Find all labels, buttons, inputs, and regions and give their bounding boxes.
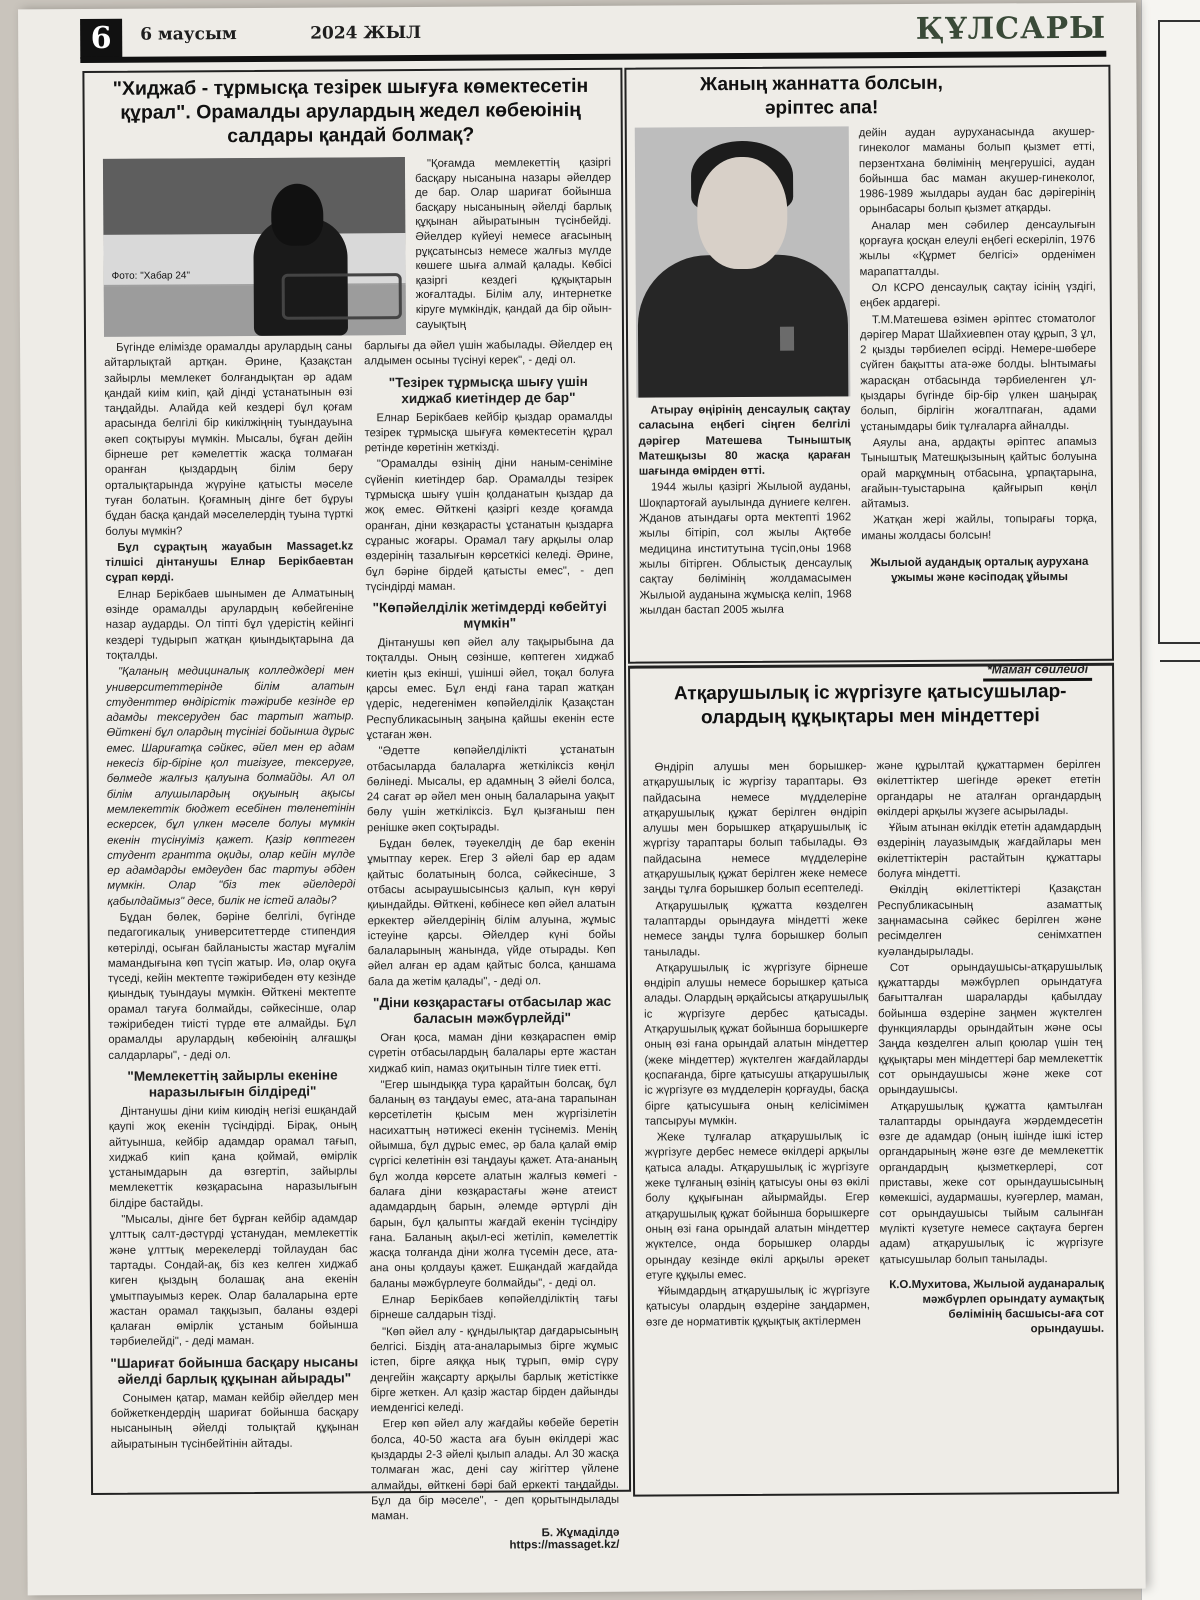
subheading: "Мемлекеттің зайырлы екеніне наразылығын білдіреді"	[127, 1067, 338, 1100]
page-number: 6	[80, 19, 122, 59]
issue-year: 2024 ЖЫЛ	[310, 22, 422, 44]
obituary-headline: Жаның жаннатта болсын, әріптес апа!	[699, 72, 943, 119]
obituary-column-2: дейін аудан ауруханасында акушер-гинеколог маманы болып қызмет етті, перзентхана бөлімінің меңгерушісі, аудан бойынша бас маман акушер-гинеколог, 1986-1989 жылдары аудан бас дәрігерінің орынбасары болып қызмет атқарды. Аналар мен сәбилер денсаулығын қорғауға қосқан елеулі еңбегі ескеріліп, 1976 жылы «Құрмет белгісі» орденімен марапатталды. Ол КСРО денсаулық сақтау ісінің үздігі, еңбек ардагері. Т.М.Матешева өзімен әріптес стоматолог дәрігер Марат Шайхиевпен отау құрып, 3 ұл, 2 қызды тәрбиелеп өсірді. Немере-шөбере сүйген бақытты ата-әже болды. Ынтымағы жарасқан отбасында тәрбиеленген ұл-қыздары бүгінде бір-бір үлкен шаңырақ болып, бірлігін жоғалтпаған, адами ұстанымдары биік тұлғаларға айналды. Аяулы ана, ардақты әріптес апамыз Тыныштық Матешқызының қайтыс болуына орай марқұмның отбасына, ұрпақтарына, ағайын-туыстарына қайғырып көңіл айтамыз. Жатқан жері жайлы, топырағы торқа, иманы жолдасы болсын! Жылыой аудандық орталық аурухана ұжымы және кәсіподақ ұйымы	[859, 125, 1098, 586]
enforcement-headline: Атқарушылық іс жүргізуге қатысушылар- олардың құқықтары мен міндеттері	[673, 681, 1067, 729]
adjacent-page-edge	[1141, 0, 1200, 1600]
obituary-signature: Жылыой аудандық орталық аурухана ұжымы және кәсіподақ ұйымы	[870, 555, 1089, 585]
photo-caption: Фото: "Хабар 24"	[111, 270, 191, 282]
issue-date: 6 маусым	[140, 24, 237, 45]
enforcement-column-2: және құрылтай құжаттармен берілген өкілеттіктер шегінде әрекет ететін органдары не аталған органдардың өкілдері арқылы жүзеге асырылады. Ұйым атынан өкілдік ететін адамдардың өздерінің лауазымдық жағдайлары мен өкілеттіктерін растайтын құжаттары болуға міндетті. Өкілдің өкілеттіктері Қазақстан Республикасының азаматтық заңнамасына сәйкес берілген және ресімделген сенімхатпен куәландырылады. Сот орындаушысы-атқарушылық құжаттарды мәжбүрлеп орындатуға бағытталған шараларды қабылдау бойынша өздеріне заңмен жүктелген функцияларды орындайтын және осы Заңда көзделген алып қоюлар үшін тең құқықтары мен міндеттері бар мемлекеттік сот орындаушысы және жеке сот орындаушысы. Атқарушылық құжатта қамтылған талаптарды орындауға жәрдемдесетін өзге де адамдар (оның ішінде ішкі істер органдарының және өзге де мемлекеттік органдардың қызметкерлері, сот приставы, жеке сот орындаушысының көмекшісі, аудармашы, куәгерлер, маман, сот орындаушысы тыйым салынған мүлікті күзетуге немесе сақтауға берген адам) атқарушылық іс жүргізуге қатысушылар болып танылады. К.О.Мухитова, Жылыой ауданаралық мәжбүрлеп орындату аумақтық бөлімінің басшысы-аға сот орындаушы.	[877, 758, 1105, 1338]
article-column-2: барлығы да әйел үшін жабылады. Әйелдер ең алдымен осыны түсінуі керек", - деді ол. "Тезірек тұрмысқа шығу үшін хиджаб киетіндер де бар" Елнар Берікбаев кейбір қыздар орамалды тезірек тұрмысқа шығуға көмектесетін құрал ретінде көретінін жеткізді. "Орамалды өзінің діни наным-сеніміне сүйеніп киетіндер бар. Орамалды тезірек тұрмысқа шығу үшін қолданатын қыздар да жоқ емес. Өйткені қазіргі кезде қоғамда оранған, діни көзқарасты ұстанатын қыздарға сұраныс жоғары. Орамал тағу арқылы олар өздерінің тазалығын көрсеткісі келеді. Әрине, бұл бәріне бірдей қатысты емес", - деп түсіндірді маман. "Көпәйелділік жетімдерді көбейтуі мүмкін" Дінтанушы көп әйел алу тақырыбына да тоқталды. Оның сөзінше, көптеген хиджаб киетін қыз екінші, үшінші әйел, тоқал болуға қарсы емес. Бұл енді ғана тарап жатқан үдеріс, недегенімен көпәйелділік Қазақстан Республикасының заңына қайшы екенін есте ұстаған жөн. "Әдетте көпәйелділікті ұстанатын отбасыларда балаларға жеткіліксіз көңіл бөлінеді. Мысалы, ер адамның 3 әйелі болса, 24 сағат әр әйел мен оның балаларына уақыт бөлу үшін жеткіліксіз. Бұл қызғаныш пен ренішке әкеп соқтырады. Бұдан бөлек, тәуекелдің де бар екенін ұмытпау керек. Егер 3 әйелі бар ер адам қайтыс болатының болса, сәйкесінше, 3 отбасы асыраушысынсыз қалып, күн көруі қиындайды. Өйткені, көбінесе көп әйел алатын еркектер әйелдерінің білім алуына, жұмыс істеуіне қарсы. Әйелдер күні бойы балаларының жанында, үйде отырады. Көп әйел алған ер адам қайтыс болса, қаншама бала да жетім қалады", - деді ол. "Діни көзқарастағы отбасылар жас баласын мәжбүрлейді" Оған қоса, маман діни көзқараспен өмір сүретін отбасылардың балалары ерте жастан хиджаб киіп, намаз оқитынын тілге тиек етті. "Егер шындыққа тура қарайтын болсақ, бұл баланың өз таңдауы емес, ата-ана тарапынан көрсетілетін қысым мен жүргізілетін насихаттың нәтижесі екенін түсінеміз. Менің ойымша, бұл дұрыс емес, әр бала қалай өмір сүргісі келетінін өзі таңдауы қажет. Ата-ананың бұл жолда көрсете алатын жалғыз көмегі - балаға діни көзқарастағы және атеист адамдардың барын, әлемде әртүрлі дін барын, бұл қалыпты жағдай екенін түсіндіру ғана. Баланың ақыл-есі жетіліп, кәмелеттік жасқа толғанда діни жолға түсемін десе, ата-ана оны қолдауы қажет. Ешқандай жағдайда баланы мәжбүрлеуге болмайды", - деді ол. Елнар Берікбаев көпәйелділіктің тағы бірнеше салдарын тізді. "Көп әйел алу - құндылықтар дағдарысының белгісі. Біздің ата-аналарымыз бірге жұмыс істеп, бірге аяққа нық тұрып, өмір сүру деңгейін жақсарту арқылы барлық жетістікке бірге жеткен. Ал қазір жастар бірден дайынды иемденгісі келеді. Егер көп әйел алу жағдайы көбейе беретін болса, 40-50 жаста аға буын өкілдері жас қыздарды 2-3 әйелі қылып алады. Ал 30 жасқа толмаған жас, дені сау жігіттер үйлене алмайды, өйткені бәрі бай еркекті таңдайды. Бұл да бір мәселе", - деп қорытындылады маман. Б. Жұмаділдә https://massaget.kz/	[364, 338, 620, 1552]
newspaper-page	[18, 3, 1146, 1596]
enforcement-column-1: Өндіріп алушы мен борышкер-атқарушылық іс жүргізу тараптары. Өз пайдасына немесе мүдделеріне атқарушылық құжат берілген өндіріп алушы мен борышкер атқарушылық іс жүргізу тараптары болып табылады. Өз пайдасына немесе мүдделеріне атқарушылық құжат берілген жеке немесе заңды тұлға борышкер болып есептеледі. Атқарушылық құжатта көзделген талаптарды орындауға міндетті жеке немесе заңды тұлға борышкер болып танылады. Атқарушылық іс жүргізуге бірнеше өндіріп алушы немесе борышкер қатыса алады. Олардың әрқайсысы атқарушылық іс жүргізуге дербес қатысады. Атқарушылық құжат бойынша борышкерге оның өзі ғана орындай алатын міндеттер (жеке міндеттер) жүктелген жағдайларды қоспағанда, бірге қатысушы атқарушылық іс жүргізуге өз мүдделерін қорғауды, басқа бірге қатысушыға оның келісімімен тапсыруы мүмкін. Жеке тұлғалар атқарушылық іс жүргізуге дербес немесе өкілдері арқылы қатыса алады. Атқарушылық іс жүргізуге жеке тұлғаның өзінің қатысуы оны өз өкілі болу құқығынан айырмайды. Егер атқарушылық құжат бойынша борышкерге оның өзі ғана орындай алатын міндеттер жүктелсе, онда борышкер оларды орындау кезінде өкілі арқылы әрекет етуге құқылы емес. Ұйымдардың атқарушылық іс жүргізуге қатысуы олардың өздеріне заңдармен, өзге де нормативтік құқықтық актілермен	[642, 760, 870, 1329]
subheading: "Көпәйелділік жетімдерді көбейтуі мүмкін"	[372, 598, 607, 631]
subheading: "Діни көзқарастағы отбасылар жас баласын мәжбүрлейді"	[372, 993, 612, 1027]
masthead: ҚҰЛСАРЫ	[915, 10, 1107, 47]
article-column-1: Бүгінде елімізде орамалды арулардың саны айтарлықтай артқан. Әрине, Қазақстан зайырлы мемлекет болғандықтан әр адам қандай киім киіп, қай дінді ұстанатынын өзі таңдайды. Алайда кей кездері бұл қоғам арасында белгілі бір кикілжіңнің туындауына әкеп соқтыруы мүмкін. Мысалы, бұған дейін бірнеше рет кәмелеттік жасқа толмаған оранған қыздардың білім беру орталықтарында жүруіне қатысты мәселе туған болатын. Қоғамның дінге бет бұруы бұдан басқа қандай мәселелердің туына түрткі болуы мүмкін? Бұл сұрақтың жауабын Massaget.kz тілшісі дінтанушы Елнар Берікбаевтан сұрап көрді. Елнар Берікбаев шынымен де Алматының өзінде орамалды арулардың көбейгеніне назар аударды. Ол тіпті бұл үдерістің кейінгі кездері тудырып жатқан қиындықтарына да тоқталды. "Қаланың медициналық колледждері мен университеттерінде білім алатын студенттер өндірістік тәжірибе кезінде ер адамды тексеруден бас тартып жатыр. Өйткені бұл олардың түсінігі бойынша дұрыс емес. Шариғатқа сәйкес, әйел мен ер адам некесіз бір-біріне қол тигізуге, тексеруге, бөлмеде жалғыз қалуына болмайды. Ал ол білім алушылардың оқуының ақысы мемлекеттік бюджет есебінен төленетінін ескерсек, бұл үлкен мәселе болуы мүмкін екенін түсінуіміз қажет. Қазір көптеген студент грантта оқиды, олар кейін мүлде ер адамдарды емдеуден бас тартуы әбден мүмкін. Олар "біз тек әйелдерді қабылдаймыз" десе, билік не істей алады? Бұдан бөлек, бәріне белгілі, бүгінде педагогикалық университеттерде стипендия көтерілді, осыған байланысты жастар мұғалім мамандығына көп түсіп жатыр. Иә, олар оқуға түседі, кейін мектепте тәжірибеден өту кезінде қиындық туындауы мүмкін. Өйткені мектепте орамал тағуға болмайды, сәйкесінше, олар тәжірибеден тиісті түрде өте алмайды. Бұл орамалды арулардың көбеюінің алғашқы салдарлары", - деді ол. "Мемлекеттің зайырлы екеніне наразылығын білдіреді" Дінтанушы діни киім киюдің негізі ешқандай қаупі жоқ екенін түсіндірді. Бірақ, оның айтуынша, кейбір адамдар орамал тағып, хиджаб киіп қана қоймай, өмірлік ұстанымдарын да өзгертіп, зайырлы мемлекеттік көзқарасына наразылығын білдіре бастайды. "Мысалы, дінге бет бұрған кейбір адамдар ұлттық салт-дәстүрді ұстанудан, мемлекеттік және ұлттық мерекелерді тойлаудан бас тартады. Сондай-ақ, біз кез келген хиджаб киген қыздың болашақ ана екенін ұмытпауымыз керек. Олар балаларына ерте жастан орамал таққызып, баланы өздері қалаған өмірлік ұстаным бойынша тәрбиелейді", - деді маман. "Шариғат бойынша басқару нысаны әйелді барлық құқынан айырады" Сонымен қатар, маман кейбір әйелдер мен бойжеткендердің шариғат бойынша басқару нысанының әйелді толықтай құқынан айыратынын түсінбейтінін айтады.	[104, 340, 359, 1451]
hijab-article	[82, 68, 631, 1552]
obituary	[624, 65, 1114, 664]
article-photo	[103, 157, 406, 337]
enforcement-signature: К.О.Мухитова, Жылыой ауданаралық мәжбүрлеп орындату аумақтық бөлімінің басшысы-аға сот орындаушы.	[889, 1277, 1105, 1336]
obituary-column-1: Атырау өңірінің денсаулық сақтау саласына еңбегі сіңген белгілі дәрігер Матешева Тыныштық Матешқызы 80 жасқа қараған шағында өмірден өтті. 1944 жылы қазіргі Жылыой ауданы, Шоқпартоғай ауылында дүниеге келген. Жданов атындағы орта мектепті 1962 жылы бітіріп, сол жылы Ақтөбе медицина институтына түсіп,оны 1968 жылы бітірген. Облыстық денсаулық сақтау бөлімінің жолдамасымен Жылыой ауданына жұмысқа келіп, 1968 жылдан бастап 2005 жылға	[638, 403, 852, 617]
subheading: "Тезірек тұрмысқа шығу үшін хиджаб киетіндер де бар"	[388, 373, 588, 406]
section-tag: *Маман сөйлейді	[983, 662, 1092, 682]
portrait-photo	[635, 126, 851, 397]
subheading: "Шариғат бойынша басқару нысаны әйелді барлық құқынан айырады"	[110, 1354, 359, 1387]
article-source: https://massaget.kz/	[509, 1539, 620, 1552]
article-author: Б. Жұмаділдә	[541, 1527, 620, 1540]
intro-quote: "Қоғамда мемлекеттің қазіргі басқару нысанына назары әйелдер де бар. Олар шариғат бойынша басқару нысанының әйелді барлық құқынан айыратынын түсінбейді. Әйелдер күйеуі немесе ағасының рұқсатынсыз немесе жалғыз мүлде көшеге шыға алмай қалады. Көбісі қазіргі кездегі құқықтарын жоғалтады. Білім алу, интернетке кіруге мүмкіндік, қандай да бір ойын-сауықтың	[415, 156, 612, 331]
article-headline: "Хиджаб - тұрмысқа тезірек шығуға көмектесетін құрал". Орамалды арулардың жедел көбеюінің салдары қандай болмақ?	[112, 74, 589, 148]
enforcement-article	[628, 663, 1119, 1497]
